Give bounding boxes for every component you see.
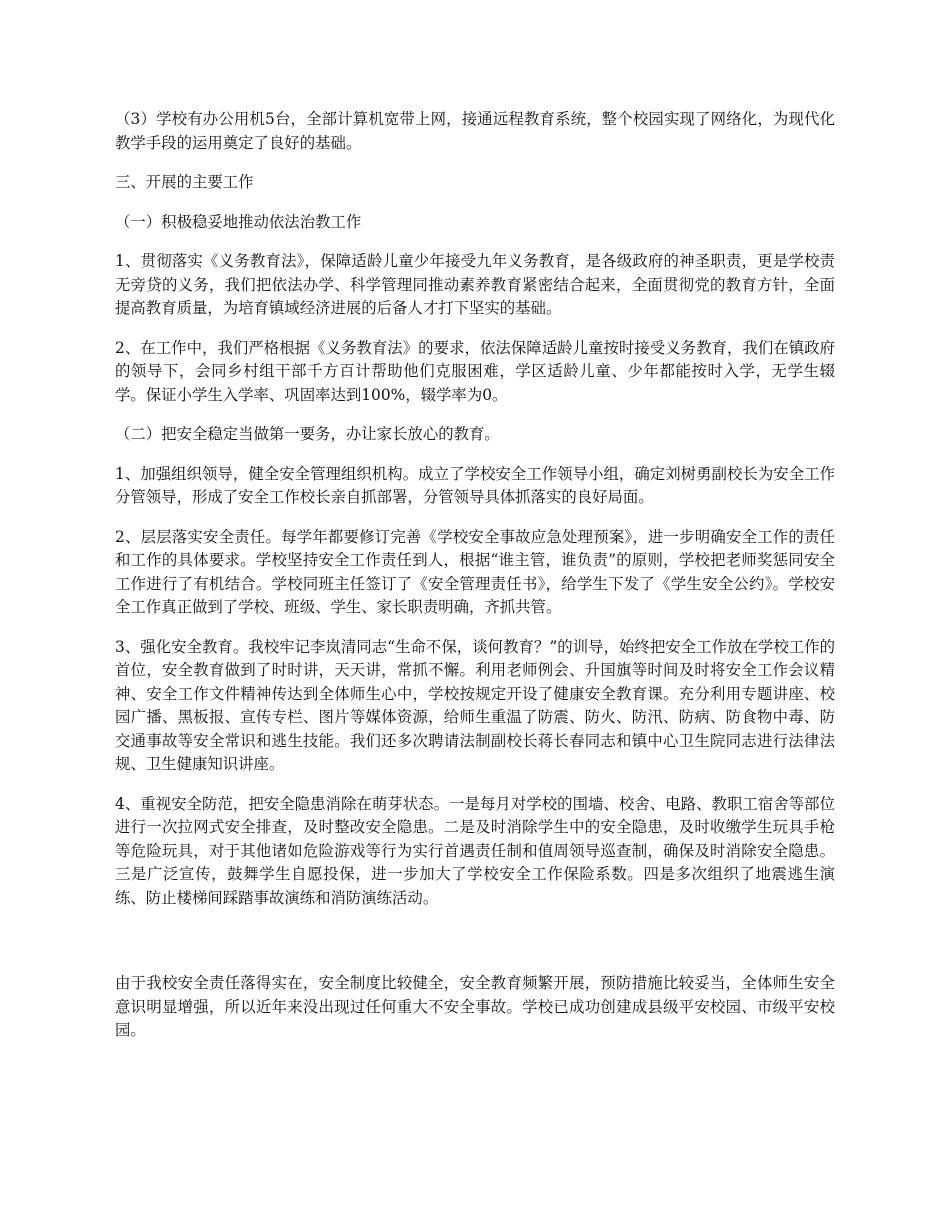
subsection-heading-safety: （二）把安全稳定当做第一要务，办让家长放心的教育。 [115,425,500,443]
paragraph-law-2: 2、在工作中，我们严格根据《义务教育法》的要求，依法保障适龄儿童按时接受义务教育，我们在镇政府的领导下，会同乡村组干部千方百计帮助他们克服困难，学区适龄儿童、少年都能按时入学，无学生辍学。保证小学生入学率、巩固率达到100%，辍学率为0。 [115,338,835,404]
paragraph-network: （3）学校有办公用机5台，全部计算机宽带上网，接通远程教育系统，整个校园实现了网络化，为现代化教学手段的运用奠定了良好的基础。 [115,110,835,152]
paragraph-conclusion: 由于我校安全责任落得实在，安全制度比较健全，安全教育频繁开展，预防措施比较妥当，全体师生安全意识明显增强，所以近年来没出现过任何重大不安全事故。学校已成功创建成县级平安校园、市级平安校园。 [115,974,835,1039]
paragraph-law-1: 1、贯彻落实《义务教育法》，保障适龄儿童少年接受九年义务教育，是各级政府的神圣职责，更是学校责无旁贷的义务，我们把依法办学、科学管理同推动素养教育紧密结合起来，全面贯彻党的教育方针，全面提高教育质量，为培育镇域经济进展的后备人才打下坚实的基础。 [115,252,835,317]
paragraph-safety-1: 1、加强组织领导，健全安全管理组织机构。成立了学校安全工作领导小组，确定刘树勇副校长为安全工作分管领导，形成了安全工作校长亲自抓部署，分管领导具体抓落实的良好局面。 [115,464,835,506]
subsection-heading-law: （一）积极稳妥地推动依法治教工作 [115,212,362,231]
paragraph-safety-3: 3、强化安全教育。我校牢记李岚清同志“生命不保，谈何教育？”的训导，始终把安全工作放在学校工作的首位，安全教育做到了时时讲，天天讲，常抓不懈。利用老师例会、升国旗等时间及时将安全工作会议精神、安全工作文件精神传达到全体师生心中，学校按规定开设了健康安全教育课。充分利用专题讲座、校园广播、黑板报、宣传专栏、图片等媒体资源，给师生重温了防震、防火、防汛、防病、防食物中毒、防交通事故等安全常识和逃生技能。我们还多次聘请法制副校长蒋长春同志和镇中心卫生院同志进行法律法规、卫生健康知识讲座。 [115,637,835,773]
section-heading-main-work: 三、开展的主要工作 [115,173,254,191]
paragraph-safety-4: 4、重视安全防范，把安全隐患消除在萌芽状态。一是每月对学校的围墙、校舍、电路、教职工宿舍等部位进行一次拉网式安全排查，及时整改安全隐患。二是及时消除学生中的安全隐患，及时收缴学生玩具手枪等危险玩具，对于其他诸如危险游戏等行为实行首遇责任制和值周领导巡查制，确保及时消除安全隐患。三是广泛宣传，鼓舞学生自愿投保，进一步加大了学校安全工作保险系数。四是多次组织了地震逃生演练、防止楼梯间踩踏事故演练和消防演练活动。 [115,794,835,907]
blank-gap [115,926,835,972]
paragraph-safety-2: 2、层层落实安全责任。每学年都要修订完善《学校安全事故应急处理预案》，进一步明确安全工作的责任和工作的具体要求。学校坚持安全工作责任到人，根据“谁主管，谁负责”的原则，学校把老师奖惩同安全工作进行了有机结合。学校同班主任签订了《安全管理责任书》，给学生下发了《学生安全公约》。学校安全工作真正做到了学校、班级、学生、家长职责明确，齐抓共管。 [115,527,835,616]
